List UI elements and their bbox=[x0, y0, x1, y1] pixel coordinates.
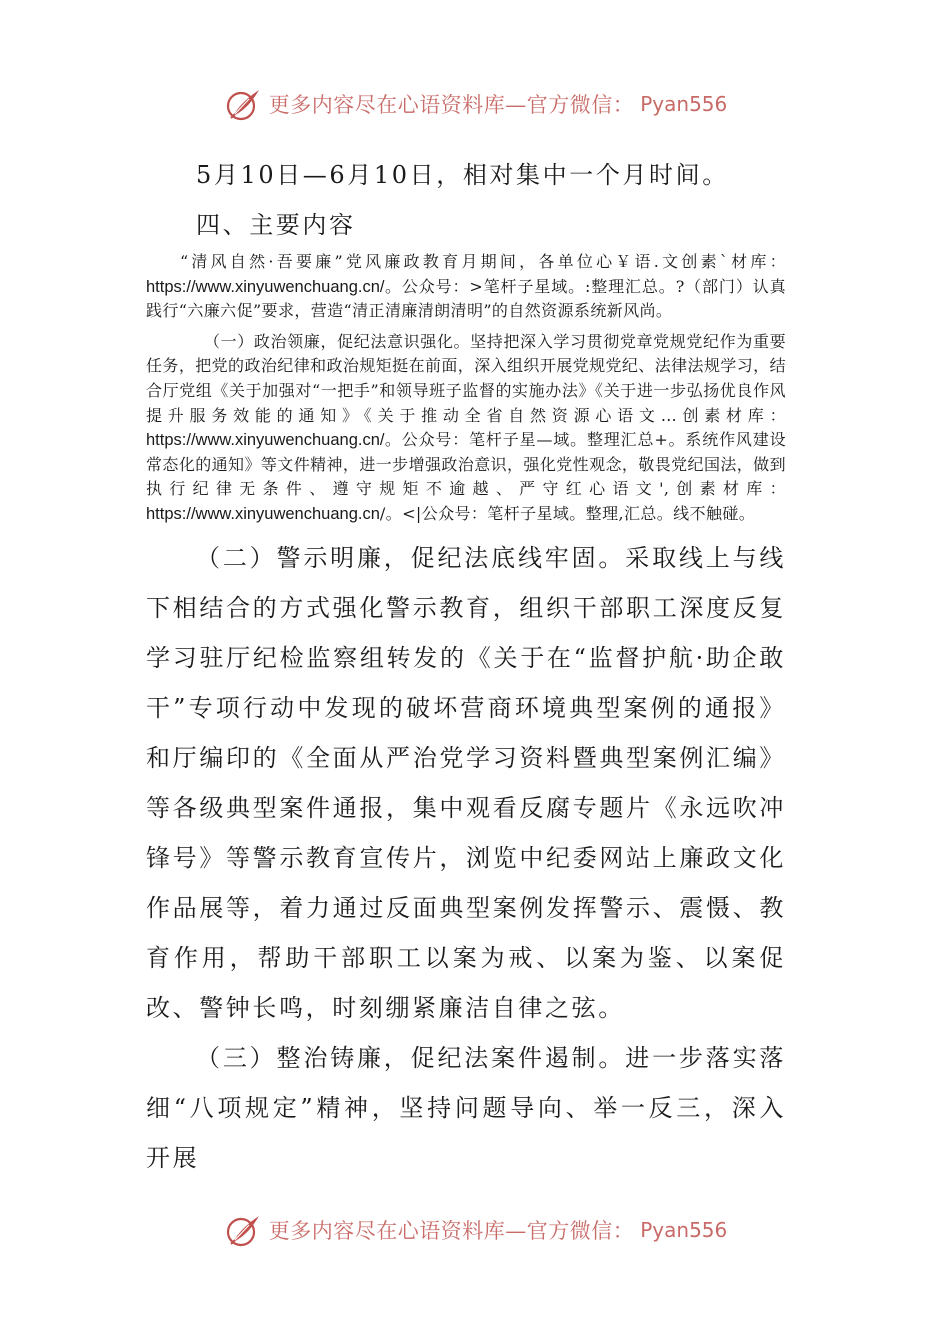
banner-text: 更多内容尽在心语资料库—官方微信： bbox=[268, 93, 635, 117]
footer-watermark-banner bbox=[0, 1208, 950, 1252]
intro-text-1: “清风自然·吾要廉”党风廉政教育月期间，各单位心￥语.文创素`材库： bbox=[180, 252, 786, 271]
quill-logo-icon bbox=[223, 1210, 263, 1250]
banner-text: 更多内容尽在心语资料库—官方微信： bbox=[268, 1219, 635, 1243]
p1-text-3: /。<|公众号：笔杆子星域。整理,汇总。线不触碰。 bbox=[379, 503, 756, 523]
paragraph-political-integrity bbox=[146, 330, 786, 527]
intro-url: https://www.xinyuwenchuang.cn/ bbox=[146, 277, 385, 296]
p1-url-2: https://www.xinyuwenchuang.cn bbox=[146, 504, 380, 523]
quill-logo-icon bbox=[223, 84, 263, 124]
paragraph-rectification: （三）整治铸廉，促纪法案件遏制。进一步落实落细“八项规定”精神，坚持问题导向、举一反三，深入开展 bbox=[146, 1043, 786, 1172]
banner-wechat-id: Pyan556 bbox=[640, 1218, 728, 1242]
section-heading-main-content: 四、主要内容 bbox=[196, 211, 356, 239]
p1-url-1: https://www.xinyuwenchuang.cn/ bbox=[146, 431, 385, 450]
document-body bbox=[146, 150, 786, 1183]
banner-wechat-id: Pyan556 bbox=[640, 92, 728, 116]
paragraph-warning-education: （二）警示明廉，促纪法底线牢固。采取线上与线下相结合的方式强化警示教育，组织干部职工深度反复学习驻厅纪检监察组转发的《关于在“监督护航·助企敢干”专项行动中发现的破坏营商环境典型案例的通报》和厅编印的《全面从严治党学习资料暨典型案例汇编》等各级典型案件通报，集中观看反腐专题片《永远吹冲锋号》等警示教育宣传片，浏览中纪委网站上廉政文化作品展等，着力通过反面典型案例发挥警示、震慑、教育作用，帮助干部职工以案为戒、以案为鉴、以案促改、警钟长鸣，时刻绷紧廉洁自律之弦。 bbox=[146, 543, 786, 1022]
date-range-line: 5月10日—6月10日，相对集中一个月时间。 bbox=[196, 161, 729, 189]
header-watermark-banner bbox=[0, 82, 950, 126]
intro-paragraph bbox=[146, 250, 786, 324]
p1-text-1: （一）政治领廉，促纪法意识强化。坚持把深入学习贯彻党章党规党纪作为重要任务，把党的政治纪律和政治规矩挺在前面，深入组织开展党规党纪、法律法规学习，结合厅党组《关于加强对“一把手”和领导班子监督的实施办法》《关于进一步弘扬优良作风提升服务效能的通知》《关于推动全省自然资源心语文…创素材库： bbox=[146, 331, 786, 425]
p1-text-2: 。公众号：笔杆子星—域。整理汇总+。系统作风建设常态化的通知》等文件精神，进一步增强政治意识，强化党性观念，敬畏党纪国法，做到执行纪律无条件、遵守规矩不逾越、严守红心语文',创素材库： bbox=[146, 430, 786, 499]
intro-text-2: 。公众号：>笔杆子星域。:整理汇总。?（部门）认真践行“六廉六促”要求，营造“清正清廉清朗清明”的自然资源系统新风尚。 bbox=[146, 276, 786, 321]
